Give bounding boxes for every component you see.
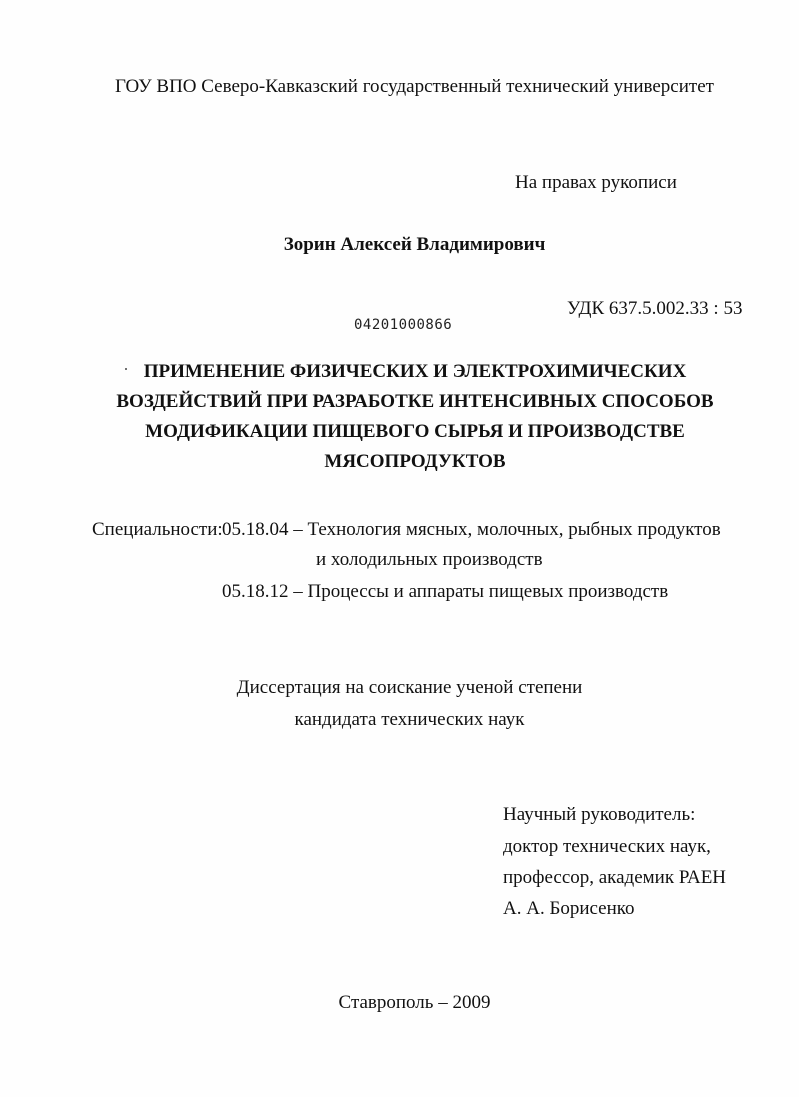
specialty-second: 05.18.12 – Процессы и аппараты пищевых производств	[222, 581, 669, 602]
udk-code: УДК 637.5.002.33 : 53	[567, 298, 743, 319]
title-line: МОДИФИКАЦИИ ПИЩЕВОГО СЫРЬЯ И ПРОИЗВОДСТВЕ	[145, 421, 685, 442]
title-line: ПРИМЕНЕНИЕ ФИЗИЧЕСКИХ И ЭЛЕКТРОХИМИЧЕСКИХ	[143, 361, 687, 382]
author-name: Зорин Алексей Владимирович	[283, 234, 546, 255]
city-year: Ставрополь – 2009	[338, 992, 491, 1013]
specialties-label: Специальности:	[92, 519, 223, 540]
title-line: ВОЗДЕЙСТВИЙ ПРИ РАЗРАБОТКЕ ИНТЕНСИВНЫХ СПОСОБОВ	[116, 391, 714, 412]
institution-name: ГОУ ВПО Северо-Кавказский государственный технический университет	[115, 76, 714, 97]
supervisor-title: профессор, академик РАЕН	[503, 867, 727, 888]
dissertation-degree-line1: Диссертация на соискание ученой степени	[236, 677, 583, 698]
supervisor-degree: доктор технических наук,	[503, 836, 711, 857]
specialty-first: 05.18.04 – Технология мясных, молочных, рыбных продуктов	[222, 519, 721, 540]
specialty-first-continued: и холодильных производств	[316, 549, 543, 570]
rights-note: На правах рукописи	[515, 172, 677, 193]
dissertation-title	[100, 357, 730, 477]
title-line: МЯСОПРОДУКТОВ	[324, 451, 506, 472]
supervisor-name: А. А. Борисенко	[503, 898, 635, 919]
supervisor-role: Научный руководитель:	[503, 804, 696, 825]
dissertation-degree-line2: кандидата технических наук	[294, 709, 525, 730]
inventory-number: 04201000866	[354, 317, 453, 333]
